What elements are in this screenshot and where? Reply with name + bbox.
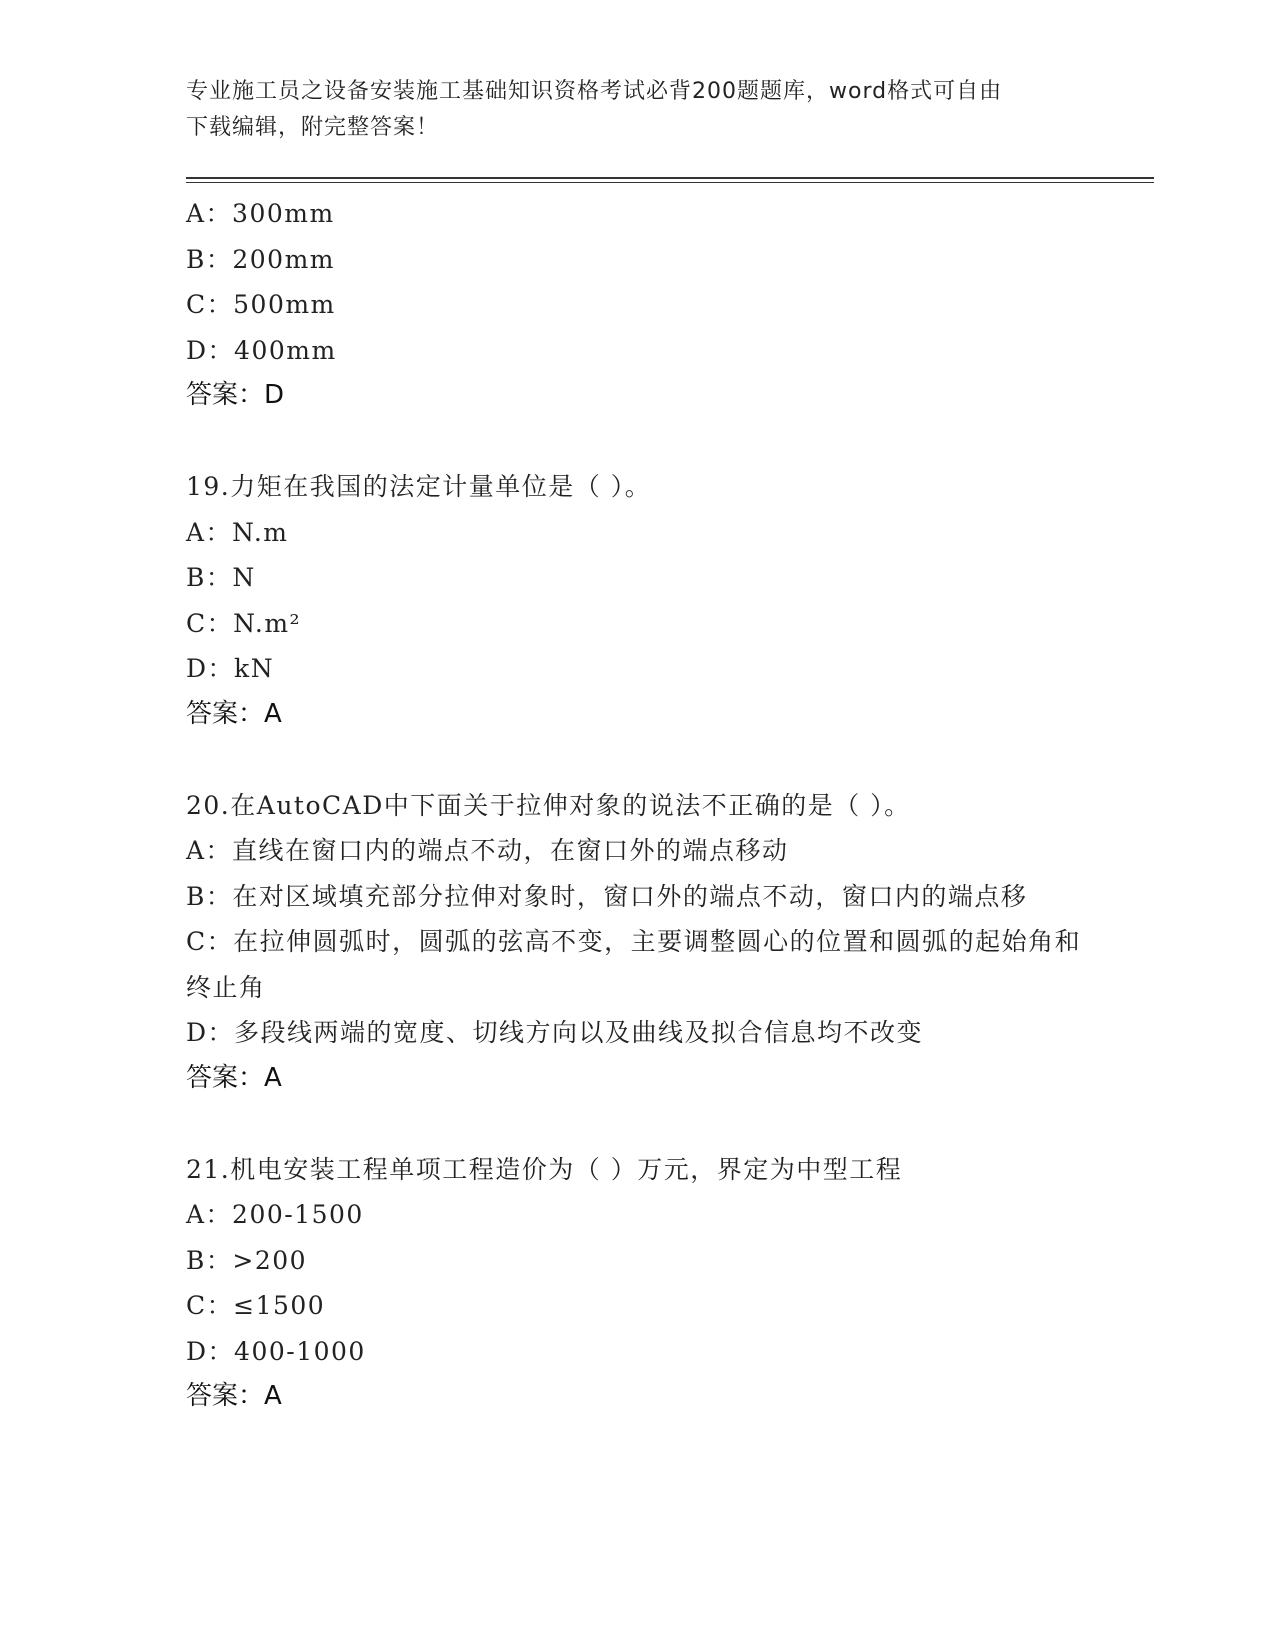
answer-line: 答案：D — [186, 380, 285, 410]
header-title-line-2: 下载编辑，附完整答案！ — [186, 115, 440, 140]
answer-line: 答案：A — [186, 1062, 282, 1093]
question-block-19 — [186, 464, 1086, 737]
answer-line: 答案：A — [186, 698, 282, 729]
option-b: B：在对区域填充部分拉伸对象时，窗口外的端点不动，窗口内的端点移 — [186, 881, 1028, 911]
spacer — [186, 419, 1086, 465]
spacer — [186, 1101, 1086, 1147]
answer-line: 答案：A — [186, 1381, 282, 1411]
header-divider-thin — [186, 182, 1154, 183]
question-block-18 — [186, 191, 1086, 419]
option-d: D：多段线两端的宽度、切线方向以及曲线及拟合信息均不改变 — [186, 1018, 924, 1047]
option-d: D：kN — [186, 654, 275, 683]
option-c: C：在拉伸圆弧时，圆弧的弦高不变，主要调整圆心的位置和圆弧的起始角和终止角 — [186, 927, 1082, 1002]
question-block-20 — [186, 783, 1086, 1102]
option-a: A：200-1500 — [186, 1200, 364, 1229]
spacer — [186, 737, 1086, 783]
question-stem: 20.在AutoCAD中下面关于拉伸对象的说法不正确的是（ ）。 — [186, 790, 911, 820]
option-b: B：200mm — [186, 244, 336, 274]
option-d: D：400mm — [186, 335, 337, 365]
option-d: D：400-1000 — [186, 1336, 366, 1366]
header-divider-thick — [186, 177, 1154, 179]
header-title-line-1: 专业施工员之设备安装施工基础知识资格考试必背200题题库，word格式可自由 — [186, 79, 1003, 104]
page-header — [186, 74, 1086, 146]
question-stem: 21.机电安装工程单项工程造价为（ ）万元，界定为中型工程 — [186, 1154, 903, 1184]
option-c: C：500mm — [186, 290, 336, 319]
option-c: C：N.m² — [186, 608, 302, 638]
option-b: B：>200 — [186, 1245, 308, 1275]
question-stem: 19.力矩在我国的法定计量单位是（ ）。 — [186, 472, 652, 501]
question-block-21 — [186, 1147, 1086, 1420]
option-a: A：N.m — [186, 517, 289, 547]
question-list — [186, 191, 1086, 1420]
option-b: B：N — [186, 563, 256, 592]
option-a: A：直线在窗口内的端点不动，在窗口外的端点移动 — [186, 836, 789, 865]
option-a: A：300mm — [186, 199, 335, 228]
option-c: C：≤1500 — [186, 1291, 326, 1320]
